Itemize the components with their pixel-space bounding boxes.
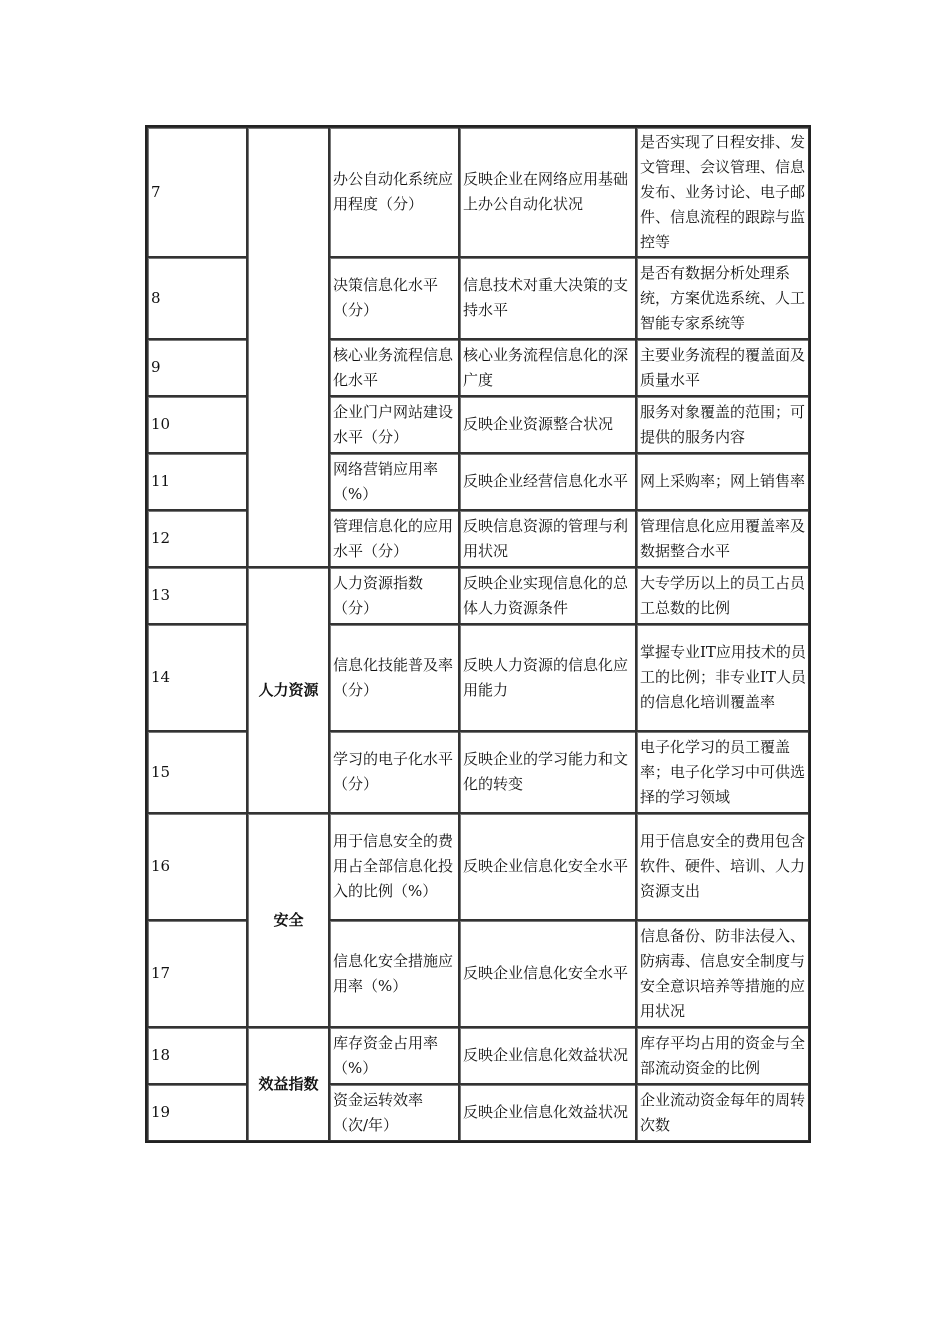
row-number: 9 — [147, 339, 247, 396]
indicator-cell: 人力资源指数（分） — [329, 567, 459, 624]
note-cell: 库存平均占用的资金与全部流动资金的比例 — [636, 1027, 809, 1084]
indicator-cell: 决策信息化水平（分） — [329, 257, 459, 339]
table-row — [147, 339, 809, 396]
meaning-cell: 反映企业的学习能力和文化的转变 — [459, 731, 636, 813]
indicator-cell: 核心业务流程信息化水平 — [329, 339, 459, 396]
row-number: 19 — [147, 1084, 247, 1141]
table-row — [147, 813, 809, 920]
note-cell: 是否有数据分析处理系统，方案优选系统、人工智能专家系统等 — [636, 257, 809, 339]
meaning-cell: 信息技术对重大决策的支持水平 — [459, 257, 636, 339]
meaning-cell: 反映企业信息化安全水平 — [459, 920, 636, 1027]
table-row — [147, 920, 809, 1027]
indicator-table — [145, 125, 811, 1143]
row-number: 10 — [147, 396, 247, 453]
indicator-cell: 资金运转效率（次/年） — [329, 1084, 459, 1141]
note-cell: 管理信息化应用覆盖率及数据整合水平 — [636, 510, 809, 567]
indicator-cell: 网络营销应用率（%） — [329, 453, 459, 510]
meaning-cell: 反映企业信息化安全水平 — [459, 813, 636, 920]
indicator-cell: 信息化安全措施应用率（%） — [329, 920, 459, 1027]
note-cell: 是否实现了日程安排、发文管理、会议管理、信息发布、业务讨论、电子邮件、信息流程的跟踪与监控等 — [636, 127, 809, 257]
category-cell — [247, 127, 329, 567]
meaning-cell: 反映人力资源的信息化应用能力 — [459, 624, 636, 731]
note-cell: 用于信息安全的费用包含软件、硬件、培训、人力资源支出 — [636, 813, 809, 920]
meaning-cell: 反映信息资源的管理与利用状况 — [459, 510, 636, 567]
table-row — [147, 567, 809, 624]
table-row — [147, 731, 809, 813]
meaning-cell: 反映企业经营信息化水平 — [459, 453, 636, 510]
row-number: 16 — [147, 813, 247, 920]
meaning-cell: 反映企业实现信息化的总体人力资源条件 — [459, 567, 636, 624]
row-number: 14 — [147, 624, 247, 731]
table-row — [147, 1084, 809, 1141]
note-cell: 电子化学习的员工覆盖率；电子化学习中可供选择的学习领域 — [636, 731, 809, 813]
indicator-cell: 信息化技能普及率（分） — [329, 624, 459, 731]
note-cell: 企业流动资金每年的周转次数 — [636, 1084, 809, 1141]
indicator-cell: 办公自动化系统应用程度（分） — [329, 127, 459, 257]
row-number: 15 — [147, 731, 247, 813]
table-row — [147, 624, 809, 731]
table-row — [147, 1027, 809, 1084]
table-row — [147, 127, 809, 257]
row-number: 8 — [147, 257, 247, 339]
indicator-cell: 库存资金占用率（%） — [329, 1027, 459, 1084]
meaning-cell: 反映企业信息化效益状况 — [459, 1027, 636, 1084]
indicator-cell: 学习的电子化水平（分） — [329, 731, 459, 813]
table-row — [147, 453, 809, 510]
row-number: 11 — [147, 453, 247, 510]
category-cell-human-resources: 人力资源 — [247, 567, 329, 813]
meaning-cell: 反映企业信息化效益状况 — [459, 1084, 636, 1141]
table-row — [147, 396, 809, 453]
note-cell: 服务对象覆盖的范围；可提供的服务内容 — [636, 396, 809, 453]
category-cell-security: 安全 — [247, 813, 329, 1027]
indicator-cell: 企业门户网站建设水平（分） — [329, 396, 459, 453]
category-cell-benefit: 效益指数 — [247, 1027, 329, 1141]
note-cell: 信息备份、防非法侵入、防病毒、信息安全制度与安全意识培养等措施的应用状况 — [636, 920, 809, 1027]
row-number: 18 — [147, 1027, 247, 1084]
meaning-cell: 反映企业在网络应用基础上办公自动化状况 — [459, 127, 636, 257]
indicator-cell: 管理信息化的应用水平（分） — [329, 510, 459, 567]
row-number: 12 — [147, 510, 247, 567]
meaning-cell: 反映企业资源整合状况 — [459, 396, 636, 453]
table-row — [147, 510, 809, 567]
row-number: 17 — [147, 920, 247, 1027]
row-number: 13 — [147, 567, 247, 624]
meaning-cell: 核心业务流程信息化的深广度 — [459, 339, 636, 396]
table-row — [147, 257, 809, 339]
note-cell: 主要业务流程的覆盖面及质量水平 — [636, 339, 809, 396]
note-cell: 网上采购率；网上销售率 — [636, 453, 809, 510]
indicator-cell: 用于信息安全的费用占全部信息化投入的比例（%） — [329, 813, 459, 920]
row-number: 7 — [147, 127, 247, 257]
note-cell: 大专学历以上的员工占员工总数的比例 — [636, 567, 809, 624]
note-cell: 掌握专业IT应用技术的员工的比例；非专业IT人员的信息化培训覆盖率 — [636, 624, 809, 731]
